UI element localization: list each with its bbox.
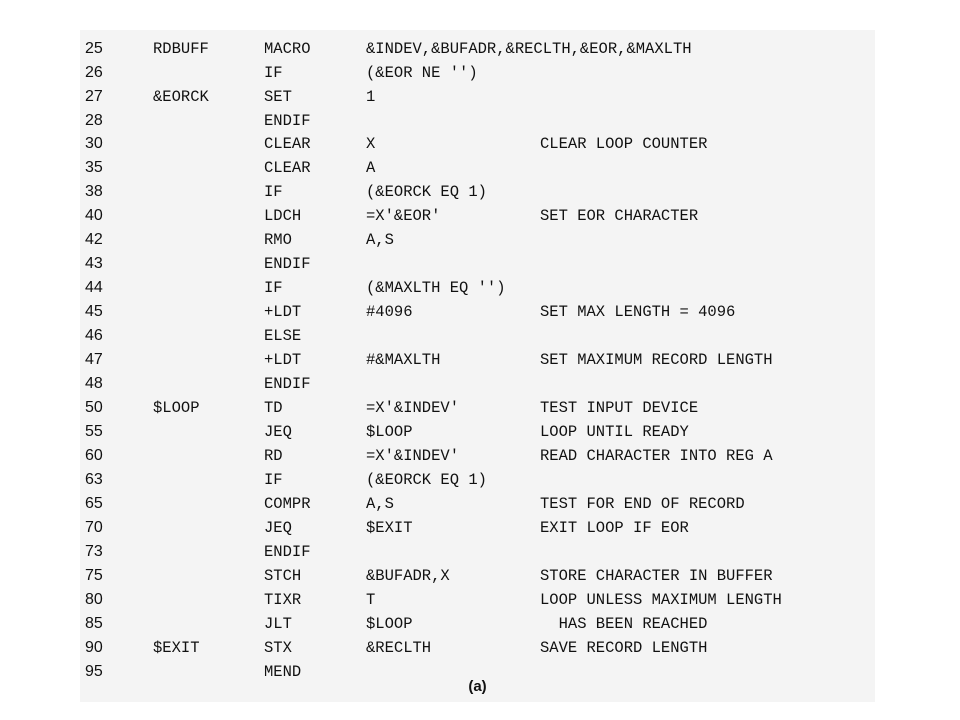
opcode-field: STCH [264, 567, 302, 585]
opcode-field: TIXR [264, 591, 302, 609]
operand-field: $EXIT [366, 519, 413, 537]
opcode-field: ENDIF [264, 375, 311, 393]
line-number: 55 [85, 423, 103, 440]
line-number: 73 [85, 543, 103, 560]
listing-row [80, 86, 875, 108]
comment-field: READ CHARACTER INTO REG A [540, 447, 773, 465]
line-number: 43 [85, 255, 103, 272]
line-number: 42 [85, 231, 103, 248]
line-number: 30 [85, 135, 103, 152]
listing-row [80, 517, 875, 539]
listing-row [80, 229, 875, 251]
opcode-field: MACRO [264, 40, 311, 58]
opcode-field: ENDIF [264, 255, 311, 273]
comment-field: LOOP UNLESS MAXIMUM LENGTH [540, 591, 782, 609]
listing-row [80, 469, 875, 491]
operand-field: A,S [366, 495, 394, 513]
line-number: 44 [85, 279, 103, 296]
opcode-field: JLT [264, 615, 292, 633]
opcode-field: COMPR [264, 495, 311, 513]
line-number: 90 [85, 639, 103, 656]
opcode-field: +LDT [264, 303, 302, 321]
listing-row [80, 589, 875, 611]
listing-row [80, 110, 875, 132]
operand-field: #4096 [366, 303, 413, 321]
opcode-field: MEND [264, 663, 302, 681]
opcode-field: IF [264, 279, 283, 297]
comment-field: TEST INPUT DEVICE [540, 399, 699, 417]
listing-row [80, 301, 875, 323]
line-number: 46 [85, 327, 103, 344]
listing-row [80, 205, 875, 227]
comment-field: CLEAR LOOP COUNTER [540, 135, 708, 153]
line-number: 75 [85, 567, 103, 584]
listing-row [80, 62, 875, 84]
opcode-field: TD [264, 399, 283, 417]
listing-row [80, 253, 875, 275]
line-number: 85 [85, 615, 103, 632]
line-number: 45 [85, 303, 103, 320]
line-number: 38 [85, 183, 103, 200]
line-number: 40 [85, 207, 103, 224]
line-number: 27 [85, 88, 103, 105]
opcode-field: STX [264, 639, 292, 657]
listing-row [80, 637, 875, 659]
listing-row [80, 373, 875, 395]
line-number: 80 [85, 591, 103, 608]
operand-field: $LOOP [366, 423, 413, 441]
line-number: 95 [85, 663, 103, 680]
label-field: $LOOP [153, 399, 200, 417]
line-number: 28 [85, 112, 103, 129]
opcode-field: ENDIF [264, 112, 311, 130]
operand-field: (&MAXLTH EQ '') [366, 279, 506, 297]
listing-row [80, 445, 875, 467]
comment-field: SET MAX LENGTH = 4096 [540, 303, 736, 321]
line-number: 48 [85, 375, 103, 392]
listing-row [80, 421, 875, 443]
opcode-field: IF [264, 64, 283, 82]
operand-field: T [366, 591, 376, 609]
listing-row [80, 38, 875, 60]
label-field: &EORCK [153, 88, 209, 106]
opcode-field: CLEAR [264, 135, 311, 153]
operand-field: (&EORCK EQ 1) [366, 183, 487, 201]
operand-field: =X'&INDEV' [366, 447, 460, 465]
operand-field: A [366, 159, 376, 177]
listing-row [80, 493, 875, 515]
listing-row [80, 613, 875, 635]
line-number: 25 [85, 40, 103, 57]
opcode-field: +LDT [264, 351, 302, 369]
operand-field: &INDEV,&BUFADR,&RECLTH,&EOR,&MAXLTH [366, 40, 692, 58]
comment-field: SET MAXIMUM RECORD LENGTH [540, 351, 773, 369]
label-field: $EXIT [153, 639, 200, 657]
operand-field: &BUFADR,X [366, 567, 450, 585]
operand-field: =X'&INDEV' [366, 399, 460, 417]
opcode-field: IF [264, 183, 283, 201]
listing-row [80, 541, 875, 563]
opcode-field: RD [264, 447, 283, 465]
comment-field: SET EOR CHARACTER [540, 207, 699, 225]
macro-listing-panel [80, 30, 875, 702]
comment-field: LOOP UNTIL READY [540, 423, 689, 441]
opcode-field: LDCH [264, 207, 302, 225]
comment-field: HAS BEEN REACHED [540, 615, 708, 633]
line-number: 63 [85, 471, 103, 488]
listing-row [80, 133, 875, 155]
listing-row [80, 565, 875, 587]
operand-field: A,S [366, 231, 394, 249]
listing-row [80, 157, 875, 179]
comment-field: EXIT LOOP IF EOR [540, 519, 689, 537]
operand-field: 1 [366, 88, 376, 106]
listing-row [80, 397, 875, 419]
line-number: 70 [85, 519, 103, 536]
operand-field: $LOOP [366, 615, 413, 633]
label-field: RDBUFF [153, 40, 209, 58]
opcode-field: ELSE [264, 327, 302, 345]
operand-field: #&MAXLTH [366, 351, 441, 369]
line-number: 65 [85, 495, 103, 512]
opcode-field: RMO [264, 231, 292, 249]
line-number: 60 [85, 447, 103, 464]
operand-field: (&EOR NE '') [366, 64, 478, 82]
listing-row [80, 181, 875, 203]
operand-field: X [366, 135, 376, 153]
opcode-field: JEQ [264, 423, 292, 441]
opcode-field: JEQ [264, 519, 292, 537]
line-number: 26 [85, 64, 103, 81]
comment-field: STORE CHARACTER IN BUFFER [540, 567, 773, 585]
opcode-field: ENDIF [264, 543, 311, 561]
line-number: 35 [85, 159, 103, 176]
comment-field: SAVE RECORD LENGTH [540, 639, 708, 657]
line-number: 47 [85, 351, 103, 368]
operand-field: &RECLTH [366, 639, 432, 657]
listing-row [80, 277, 875, 299]
line-number: 50 [85, 399, 103, 416]
listing-row [80, 349, 875, 371]
operand-field: =X'&EOR' [366, 207, 441, 225]
operand-field: (&EORCK EQ 1) [366, 471, 487, 489]
figure-caption: (a) [468, 678, 487, 695]
opcode-field: IF [264, 471, 283, 489]
opcode-field: SET [264, 88, 292, 106]
comment-field: TEST FOR END OF RECORD [540, 495, 745, 513]
listing-row [80, 325, 875, 347]
opcode-field: CLEAR [264, 159, 311, 177]
